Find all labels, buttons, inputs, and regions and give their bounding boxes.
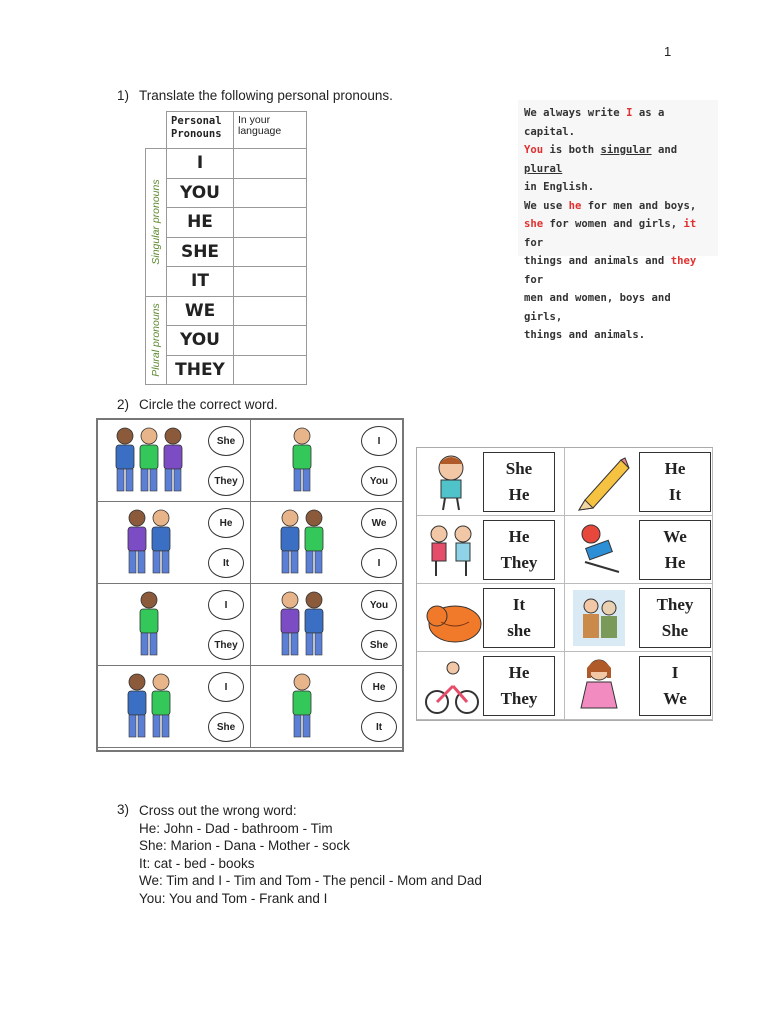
word-choice[interactable]: It xyxy=(668,485,682,504)
word-choice[interactable]: We xyxy=(663,689,687,708)
header-personal-pronouns: Personal Pronouns xyxy=(167,112,234,149)
picture-illustration xyxy=(569,586,633,650)
singular-label: Singular pronouns xyxy=(150,179,162,265)
pronoun-i: I xyxy=(167,149,234,179)
choice-oval[interactable]: You xyxy=(361,590,397,620)
children-illustration xyxy=(257,586,347,664)
translation-cell[interactable] xyxy=(234,208,307,238)
choice-oval[interactable]: She xyxy=(361,630,397,660)
page-number: 1 xyxy=(664,44,672,59)
children-illustration xyxy=(104,668,194,746)
choice-oval[interactable]: I xyxy=(361,548,397,578)
children-illustration xyxy=(104,422,194,500)
word-choice[interactable]: He xyxy=(508,485,530,504)
picture-choice-cell xyxy=(251,420,404,502)
children-illustration xyxy=(257,504,347,582)
word-choice[interactable]: We xyxy=(663,527,687,546)
choice-oval[interactable]: They xyxy=(208,466,244,496)
translation-cell[interactable] xyxy=(234,178,307,208)
picture-word-cell xyxy=(565,584,713,652)
circle-grid-right xyxy=(416,447,713,721)
word-choice[interactable]: She xyxy=(661,621,689,640)
translation-cell[interactable] xyxy=(234,149,307,179)
word-choice-box xyxy=(483,452,555,512)
picture-choice-cell xyxy=(98,420,251,502)
picture-illustration xyxy=(421,518,485,582)
picture-illustration xyxy=(421,586,485,650)
plural-label: Plural pronouns xyxy=(150,303,162,378)
children-illustration xyxy=(257,422,347,500)
picture-word-cell xyxy=(565,448,713,516)
picture-choice-cell xyxy=(98,584,251,666)
children-illustration xyxy=(104,586,194,664)
choice-oval[interactable]: I xyxy=(208,590,244,620)
pronoun-we: WE xyxy=(167,296,234,326)
translation-cell[interactable] xyxy=(234,326,307,356)
q1-title: Translate the following personal pronouns. xyxy=(139,88,393,103)
q1-number: 1) xyxy=(117,88,130,103)
word-choice[interactable]: They xyxy=(656,595,694,614)
cross-out-exercise xyxy=(139,802,482,907)
word-choice-box xyxy=(483,588,555,648)
word-choice-box xyxy=(483,656,555,716)
choice-oval[interactable]: He xyxy=(361,672,397,702)
word-choice[interactable]: He xyxy=(508,663,530,682)
choice-oval[interactable]: He xyxy=(208,508,244,538)
translation-cell[interactable] xyxy=(234,296,307,326)
q3-title: Cross out the wrong word: xyxy=(139,803,297,818)
cross-line-it: It: cat - bed - books xyxy=(139,855,255,871)
word-choice[interactable]: It xyxy=(512,595,526,614)
choice-oval[interactable]: She xyxy=(208,712,244,742)
circle-grid-left xyxy=(96,418,404,752)
translation-cell[interactable] xyxy=(234,267,307,297)
word-choice-box xyxy=(639,452,711,512)
picture-word-cell xyxy=(565,652,713,720)
word-choice-box xyxy=(483,520,555,580)
choice-oval[interactable]: It xyxy=(361,712,397,742)
picture-choice-cell xyxy=(251,584,404,666)
choice-oval[interactable]: You xyxy=(361,466,397,496)
q2-number: 2) xyxy=(117,397,130,412)
pronoun-they: THEY xyxy=(167,355,234,385)
header-in-your-language: In your language xyxy=(234,112,307,149)
cross-line-we: We: Tim and I - Tim and Tom - The pencil - Mom and Dad xyxy=(139,873,482,888)
word-choice[interactable]: They xyxy=(500,689,538,708)
picture-illustration xyxy=(569,654,633,718)
word-choice-box xyxy=(639,520,711,580)
choice-oval[interactable]: I xyxy=(208,672,244,702)
pronoun-you-plural: YOU xyxy=(167,326,234,356)
translation-cell[interactable] xyxy=(234,355,307,385)
word-choice-box xyxy=(639,588,711,648)
word-choice[interactable]: She xyxy=(505,459,533,478)
word-choice[interactable]: she xyxy=(507,621,531,640)
pronoun-she: SHE xyxy=(167,237,234,267)
picture-word-cell xyxy=(417,584,565,652)
children-illustration xyxy=(104,504,194,582)
picture-choice-cell xyxy=(251,666,404,748)
picture-choice-cell xyxy=(98,666,251,748)
word-choice[interactable]: He xyxy=(508,527,530,546)
word-choice[interactable]: He xyxy=(664,553,686,572)
cross-line-she: She: Marion - Dana - Mother - sock xyxy=(139,838,350,853)
children-illustration xyxy=(257,668,347,746)
grammar-note: We always write I as a capital. You is both singular and plural in English. We use he for men and boys, she for women and girls, it for things and animals and they for men and women, boys and girls, things and animals. xyxy=(518,100,718,256)
picture-illustration xyxy=(421,450,485,514)
pronoun-table xyxy=(145,111,307,385)
picture-word-cell xyxy=(417,652,565,720)
word-choice[interactable]: They xyxy=(500,553,538,572)
choice-oval[interactable]: She xyxy=(208,426,244,456)
pronoun-you: YOU xyxy=(167,178,234,208)
pronoun-he: HE xyxy=(167,208,234,238)
picture-illustration xyxy=(569,450,633,514)
word-choice[interactable]: I xyxy=(671,663,679,682)
cross-line-you: You: You and Tom - Frank and I xyxy=(139,890,328,906)
picture-illustration xyxy=(421,654,485,718)
translation-cell[interactable] xyxy=(234,237,307,267)
q2-title: Circle the correct word. xyxy=(139,397,278,412)
choice-oval[interactable]: They xyxy=(208,630,244,660)
word-choice-box xyxy=(639,656,711,716)
choice-oval[interactable]: It xyxy=(208,548,244,578)
picture-illustration xyxy=(569,518,633,582)
cross-line-he: He: John - Dad - bathroom - Tim xyxy=(139,820,333,836)
picture-choice-cell xyxy=(251,502,404,584)
pronoun-it: IT xyxy=(167,267,234,297)
picture-choice-cell xyxy=(98,502,251,584)
picture-word-cell xyxy=(417,448,565,516)
choice-oval[interactable]: I xyxy=(361,426,397,456)
word-choice[interactable]: He xyxy=(664,459,686,478)
q3-number: 3) xyxy=(117,802,130,817)
picture-word-cell xyxy=(417,516,565,584)
picture-word-cell xyxy=(565,516,713,584)
singular-label-cell xyxy=(146,149,167,297)
plural-label-cell xyxy=(146,296,167,385)
choice-oval[interactable]: We xyxy=(361,508,397,538)
